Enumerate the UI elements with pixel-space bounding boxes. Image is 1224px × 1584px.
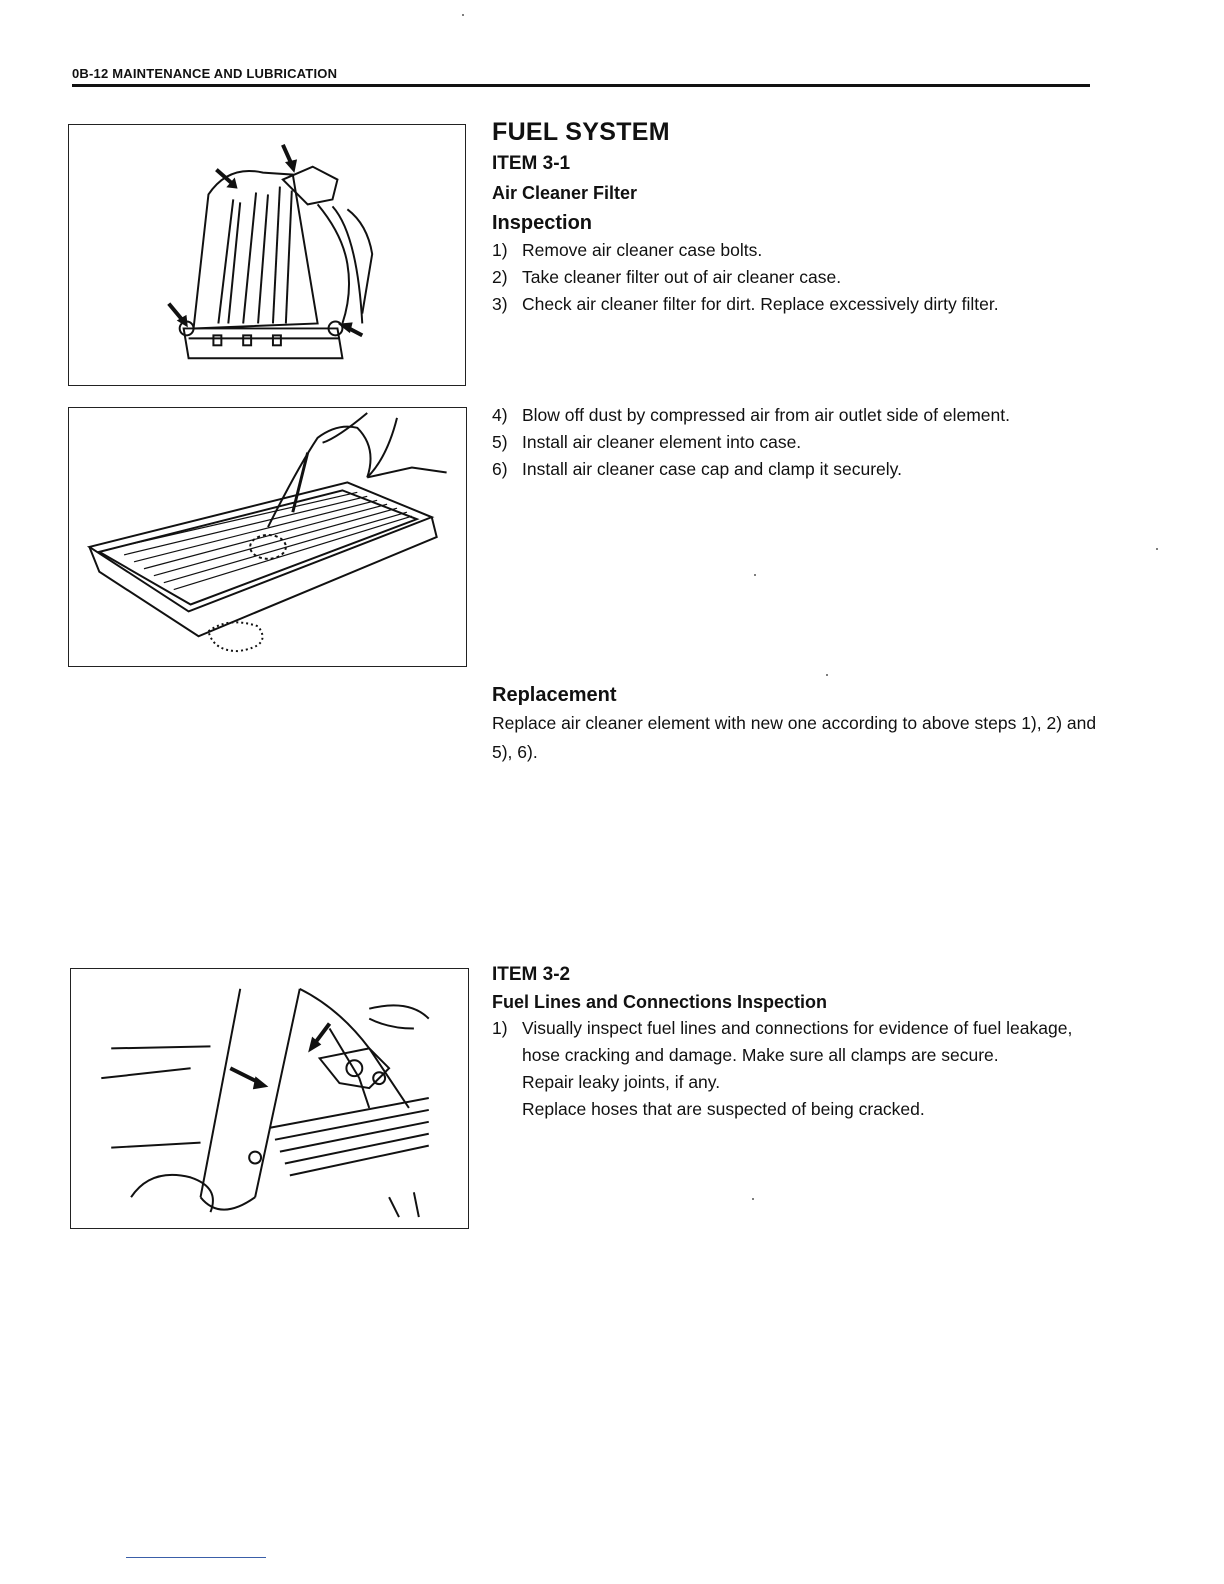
air-filter-element-illustration — [68, 407, 467, 667]
replacement-heading: Replacement — [492, 684, 617, 706]
list-item: 1) Visually inspect fuel lines and connections for evidence of fuel leakage, hose cracking and damage. Make sure all clamps are secure. Repair leaky joints, if any. Replace hoses that are suspected of being cracked. — [492, 1015, 1102, 1123]
item-3-2-section — [492, 964, 1102, 1123]
inspection-steps-b — [492, 402, 1102, 483]
step-line: Visually inspect fuel lines and connections for evidence of fuel leakage, hose cracking and damage. Make sure all clamps are secure. — [522, 1018, 1073, 1065]
item-3-1-label: ITEM 3-1 — [492, 153, 571, 174]
inspection-steps-continued — [492, 402, 1102, 483]
page-header — [72, 66, 1090, 87]
fuel-lines-illustration — [70, 968, 469, 1229]
item-3-2-label: ITEM 3-2 — [492, 964, 571, 985]
footer-rule — [126, 1557, 266, 1558]
step-line: Repair leaky joints, if any. — [522, 1072, 721, 1092]
air-cleaner-case-illustration — [68, 124, 466, 386]
list-item: 2) Take cleaner filter out of air cleaner case. — [492, 267, 842, 287]
step-line: Replace hoses that are suspected of being cracked. — [522, 1099, 925, 1119]
item-3-1-subtitle: Air Cleaner Filter — [492, 183, 638, 203]
fuel-system-section — [492, 118, 1102, 318]
list-item: 4) Blow off dust by compressed air from air outlet side of element. — [492, 405, 1010, 425]
list-item: 3) Check air cleaner filter for dirt. Replace excessively dirty filter. — [492, 294, 999, 314]
replacement-section — [492, 684, 1102, 767]
list-item: 1) Remove air cleaner case bolts. — [492, 240, 763, 260]
item-3-2-subtitle: Fuel Lines and Connections Inspection — [492, 992, 828, 1012]
scan-speck — [1156, 548, 1158, 550]
section-title: FUEL SYSTEM — [492, 118, 670, 146]
list-item: 5) Install air cleaner element into case. — [492, 432, 802, 452]
list-item: 6) Install air cleaner case cap and clamp it securely. — [492, 459, 902, 479]
inspection-steps-a — [492, 237, 1102, 318]
scan-speck — [826, 674, 828, 676]
scan-speck — [462, 14, 464, 16]
scan-speck — [752, 1198, 754, 1200]
inspection-heading: Inspection — [492, 212, 593, 234]
fuel-lines-steps — [492, 1015, 1102, 1123]
header-title: 0B-12 MAINTENANCE AND LUBRICATION — [72, 66, 338, 81]
replacement-text: Replace air cleaner element with new one according to above steps 1), 2) and 5), 6). — [492, 713, 1097, 762]
scan-speck — [754, 574, 756, 576]
